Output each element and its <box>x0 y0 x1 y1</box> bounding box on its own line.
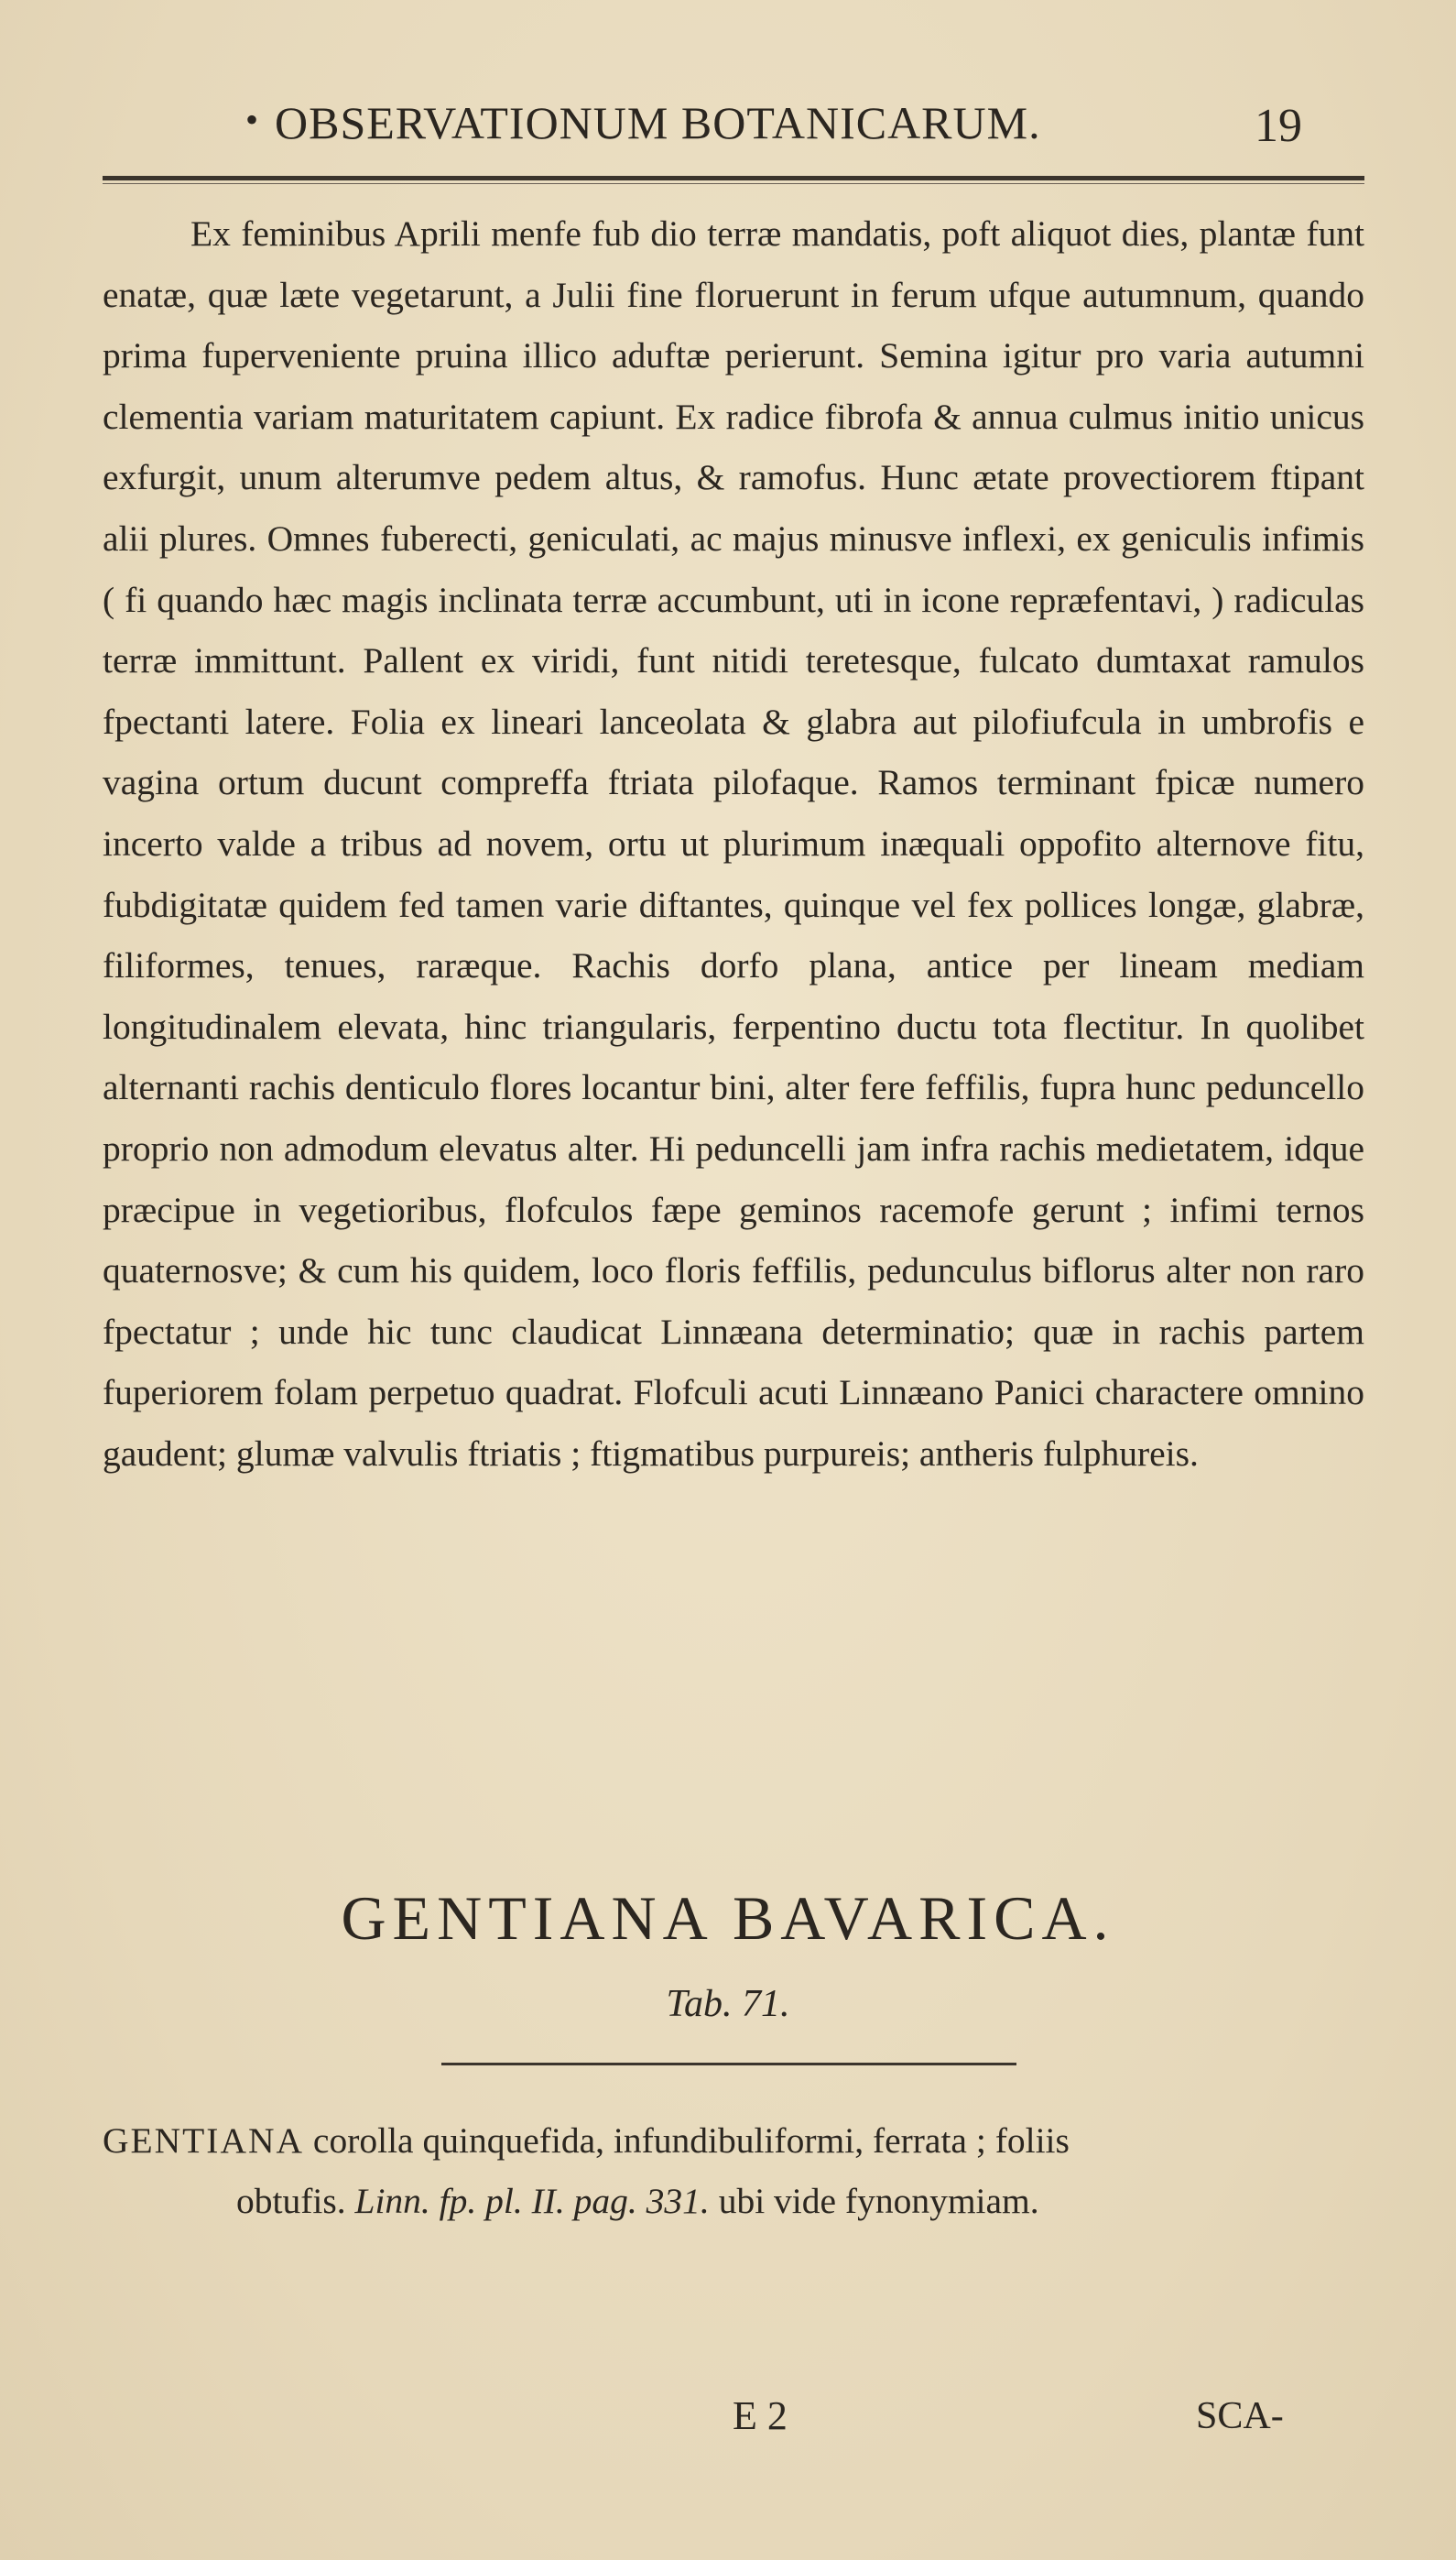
species-entry <box>103 2110 1364 2231</box>
section-heading: GENTIANA BAVARICA. <box>341 1883 1115 1953</box>
running-head <box>0 88 1456 152</box>
head-rule <box>103 176 1364 180</box>
head-rule-thin <box>103 183 1364 184</box>
catchword: SCA- <box>1196 2395 1284 2437</box>
species-name: GENTIANA <box>103 2120 305 2161</box>
species-line2-end: ubi vide fynonymiam. <box>718 2181 1039 2221</box>
plate-reference: Tab. 71. <box>666 1983 790 2025</box>
species-entry-line2 <box>103 2171 1364 2231</box>
page-number: 19 <box>1255 100 1302 152</box>
running-head-title: OBSERVATIONUM BOTANICARUM. <box>275 97 1041 148</box>
linnaeus-citation: Linn. fp. pl. II. pag. 331. <box>354 2181 710 2221</box>
signature-mark: E 2 <box>733 2393 788 2438</box>
body-paragraph: Ex feminibus Aprili menfe fub dio terræ mandatis, poft aliquot dies, plantæ funt enatæ, quæ læte vegetarunt, a Julii fine floruerunt in ferum ufque autumnum, quando prima fuperveniente pruina illico aduftæ perierunt. Semina igitur pro varia autumni clementia variam maturitatem capiunt. Ex radice fibrofa & annua culmus initio unicus exfurgit, unum alterumve pedem altus, & ramofus. Hunc ætate provectiorem ftipant alii plures. Omnes fuberecti, geniculati, ac majus minusve inflexi, ex geniculis infimis ( fi quando hæc magis inclinata terræ accumbunt, uti in icone repræfentavi, ) radiculas terræ immittunt. Pallent ex viridi, funt nitidi teretesque, fulcato dumtaxat ramulos fpectanti latere. Folia ex lineari lanceolata & glabra aut pilofiufcula in umbrofis e vagina ortum ducunt compreffa ftriata pilofaque. Ramos terminant fpicæ numero incerto valde a tribus ad novem, ortu ut plurimum inæquali oppofito alternove fitu, fubdigitatæ quidem fed tamen varie diftantes, quinque vel fex pollices longæ, glabræ, filiformes, tenues, raræque. Rachis dorfo plana, antice per lineam mediam longitudinalem elevata, hinc triangularis, ferpentino ductu tota flectitur. In quolibet alternanti rachis denticulo flores locantur bini, alter fere feffilis, fupra hunc peduncello proprio non admodum elevatus alter. Hi peduncelli jam infra rachis medietatem, idque præcipue in vegetioribus, flofculos fæpe geminos racemofe gerunt ; infimi ternos quaternosve; & cum his quidem, loco floris feffilis, pedunculus biflorus alter non raro fpectatur ; unde hic tunc claudicat Linnæana determinatio; quæ in rachis partem fuperiorem folam perpetuo quadrat. Flofculi acuti Linnæano Panici charactere omnino gaudent; glumæ valvulis ftriatis ; ftigmatibus purpureis; antheris fulphureis. <box>103 213 1364 1474</box>
ornament-dot: • <box>245 99 259 140</box>
species-description: corolla quinquefida, infundibuliformi, ferrata ; foliis <box>312 2120 1070 2161</box>
section-rule <box>441 2063 1016 2065</box>
species-line2-start: obtufis. <box>236 2181 346 2221</box>
